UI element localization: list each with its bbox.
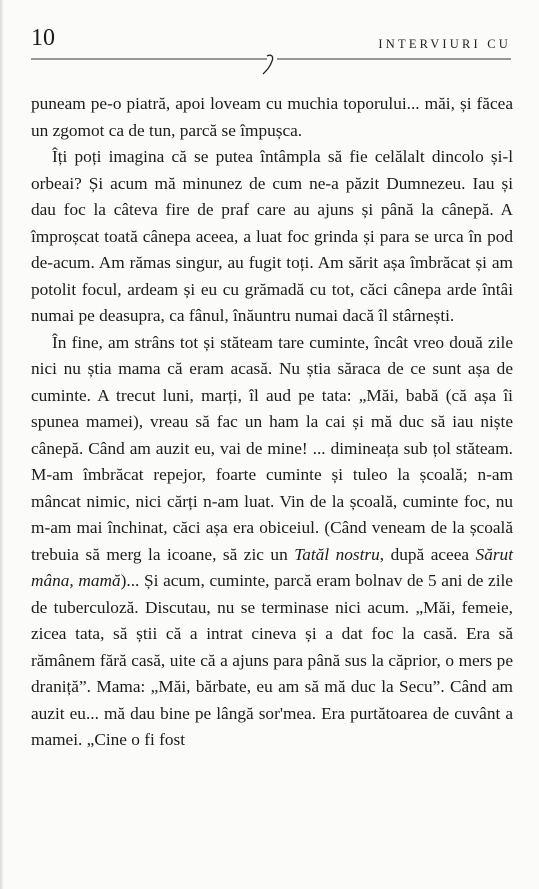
text-run: )... Și acum, cuminte, parcă eram bolnav de 5 ani de zile de tuberculoză. Discutau, nu se terminase nici acum. „Măi, femeie, zicea tata, să știi că a intrat cineva și a dat foc la casă. Era să rămânem fără casă, uite că a ajuns para până sus la căprior, o mers pe draniță”. Mama: „Măi, bărbate, eu am să mă duc la Secu”. Când am auzit eu... mă dau bine pe lângă sor'mea. Era purtătoarea de cuvânt a mamei. „Cine o fi fost: [31, 571, 513, 749]
italic-title: Tatăl nostru: [294, 544, 380, 564]
page-edge-shadow: [0, 0, 4, 889]
header-rule-ornament: [31, 50, 511, 80]
text-run: , după aceea: [379, 544, 470, 564]
page-number: 10: [31, 25, 55, 51]
text-run: În fine, am strâns tot și stăteam tare cuminte, încât vreo două zile nici nu știa mama că eram acasă. Nu știa săraca de ce sunt așa de cuminte. A trecut luni, marți, îl aud pe tata: „Măi, babă (că așa îi spunea mamei), vreau să fac un ham la cai și mă duc să iau niște cânepă. Când am auzit eu, vai de mine! ... dimineața sub țol stăteam. M-am îmbrăcat repejor, foarte cuminte și tuleo la școală; n-am mâncat nimic, nici cărți n-am luat. Vin de la școală, cuminte foc, nu m-am mai închinat, căci așa era obiceiul. (Când veneam de la școală trebuia să merg la icoane, să zic un: [31, 332, 513, 564]
paragraph: Îți poți imagina că se putea întâmpla să fie celălalt dincolo și-l orbeai? Și acum mă minunez de cum ne-a păzit Dumnezeu. Iau și dau foc la câteva fire de praf care au ajuns și până la cânepă. A împroșcat toată cânepa aceea, a luat foc grinda și para se urca în pod de-acum. Am rămas singur, au fugit toți. Am sărit așa îmbrăcat și am potolit focul, ardeam și eu cu grămadă cu tot, căci cânepa arde întâi numai pe deasupra, ca fânul, înăuntru numai dacă îl stârnești.: [31, 147, 513, 325]
italic-title: Sărut mâna, mamă: [31, 544, 513, 590]
paragraph-continued: puneam pe-o piatră, apoi loveam cu muchia toporului... măi, și făcea un zgomot ca de tun, parcă se împușca.: [31, 94, 513, 140]
body-text: [31, 91, 513, 754]
running-title: INTERVIURI CU: [378, 37, 511, 51]
paragraph: [31, 330, 513, 754]
